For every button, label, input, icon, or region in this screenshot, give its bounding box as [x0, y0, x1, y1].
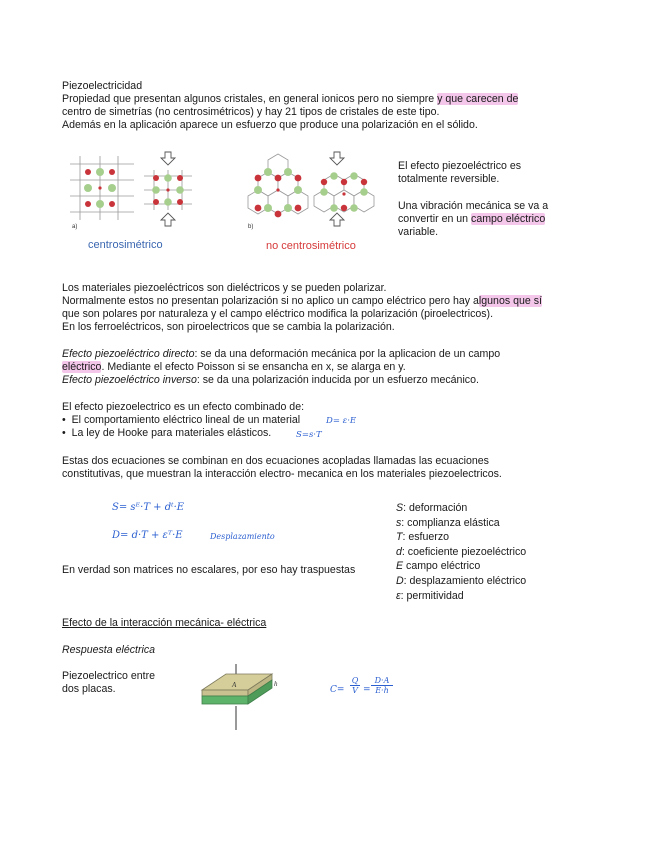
section-heading: Efecto de la interacción mecánica- eléctrica [62, 617, 267, 629]
arrow-down-icon [161, 152, 175, 165]
label-a: a) [72, 224, 78, 230]
centrosymmetric-atoms [84, 168, 116, 208]
intro-line-1: Propiedad que presentan algunos cristales, en general ionicos pero no siempre y que carecen de [62, 93, 519, 105]
legend-item: s: complianza elástica [396, 516, 500, 529]
highlight: y que carecen de [437, 93, 519, 105]
side-note-line: convertir en un campo eléctrico [398, 213, 546, 225]
centrosymmetric-lattice [70, 156, 134, 220]
bullet-item: • El comportamiento eléctrico lineal de un material [62, 414, 301, 426]
handwritten-formula: S=s·T [296, 430, 322, 440]
highlight: lgunos que sí [478, 295, 542, 307]
side-note-line: variable. [398, 226, 439, 238]
matrices-note: En verdad son matrices no escalares, por eso hay traspuestas [62, 564, 356, 576]
equation-note: Desplazamiento [210, 532, 275, 541]
text-line: constitutivas, que muestran la interacción electro- mecanica en los materiales piezoelectricos. [62, 468, 502, 480]
bullet-item: • La ley de Hooke para materiales elásticos. [62, 427, 272, 439]
legend-item: S: deformación [396, 502, 468, 514]
text-line: Piezoelectrico entre [62, 670, 156, 682]
plate-area-label: A [232, 681, 237, 689]
piezo-plate-diagram [196, 664, 288, 732]
side-note-line: Una vibración mecánica se va a [398, 200, 549, 212]
caption-centrosymmetric: centrosimétrico [88, 239, 163, 251]
text-line: En los ferroeléctricos, son piroelectricos que se cambia la polarización. [62, 321, 395, 333]
text-line: Normalmente estos no presentan polarización si no aplico un campo eléctrico pero hay algunos que sí [62, 295, 542, 307]
cap-lhs: C= [330, 685, 345, 695]
page-title: Piezoelectricidad [62, 80, 143, 92]
text-line: que son polares por naturaleza y el campo eléctrico modifica la polarización (piroelectricos). [62, 308, 494, 320]
intro-line-2: centro de simetrías (no centrosimétricos) y hay 21 tipos de cristales de este tipo. [62, 106, 440, 118]
text-line: Estas dos ecuaciones se combinan en dos ecuaciones acopladas llamadas las ecuaciones [62, 455, 489, 467]
text-line: El efecto piezoelectrico es un efecto combinado de: [62, 401, 305, 413]
text-line: Los materiales piezoeléctricos son dieléctricos y se pueden polarizar. [62, 282, 387, 294]
cap-equals: = [363, 685, 371, 695]
section-subheading: Respuesta eléctrica [62, 644, 156, 656]
symbol-legend [396, 501, 526, 603]
legend-item: E campo eléctrico [396, 560, 481, 573]
arrow-up-icon [161, 213, 175, 226]
side-note-line: El efecto piezoeléctrico es [398, 160, 522, 172]
plate-thickness-label: h [274, 680, 278, 688]
equation-displacement: D= d·T + εᵀ·E [112, 530, 183, 541]
text-line: Efecto piezoeléctrico inverso: se da una polarización inducida por un esfuerzo mecánico. [62, 374, 479, 386]
highlight: campo eléctrico [471, 213, 546, 225]
legend-item: D: desplazamiento eléctrico [396, 574, 527, 587]
side-note-line: totalmente reversible. [398, 173, 500, 185]
legend-item: ε: permitividad [396, 589, 464, 602]
cap-fraction-da: D·A E·h [371, 676, 393, 695]
text-line: eléctrico. Mediante el efecto Poisson si se ensancha en x, se alarga en y. [62, 361, 406, 373]
cap-fraction-qv: Q V [351, 676, 359, 695]
handwritten-formula: D= ε·E [326, 416, 357, 426]
equation-strain: S= sᴱ·T + dᵗ·E [112, 502, 185, 513]
legend-item: T: esfuerzo [396, 531, 450, 544]
text-line: dos placas. [62, 683, 116, 695]
label-b: b) [248, 224, 254, 230]
text-line: Efecto piezoeléctrico directo: se da una deformación mecánica por la aplicacion de un campo [62, 348, 501, 360]
arrow-up-icon [330, 213, 344, 226]
highlight: eléctrico [62, 361, 102, 373]
legend-item: d: coeficiente piezoeléctrico [396, 545, 527, 558]
caption-non-centrosymmetric: no centrosimétrico [266, 240, 356, 252]
intro-line-3: Además en la aplicación aparece un esfuerzo que produce una polarización en el sólido. [62, 119, 478, 131]
arrow-down-icon [330, 152, 344, 165]
